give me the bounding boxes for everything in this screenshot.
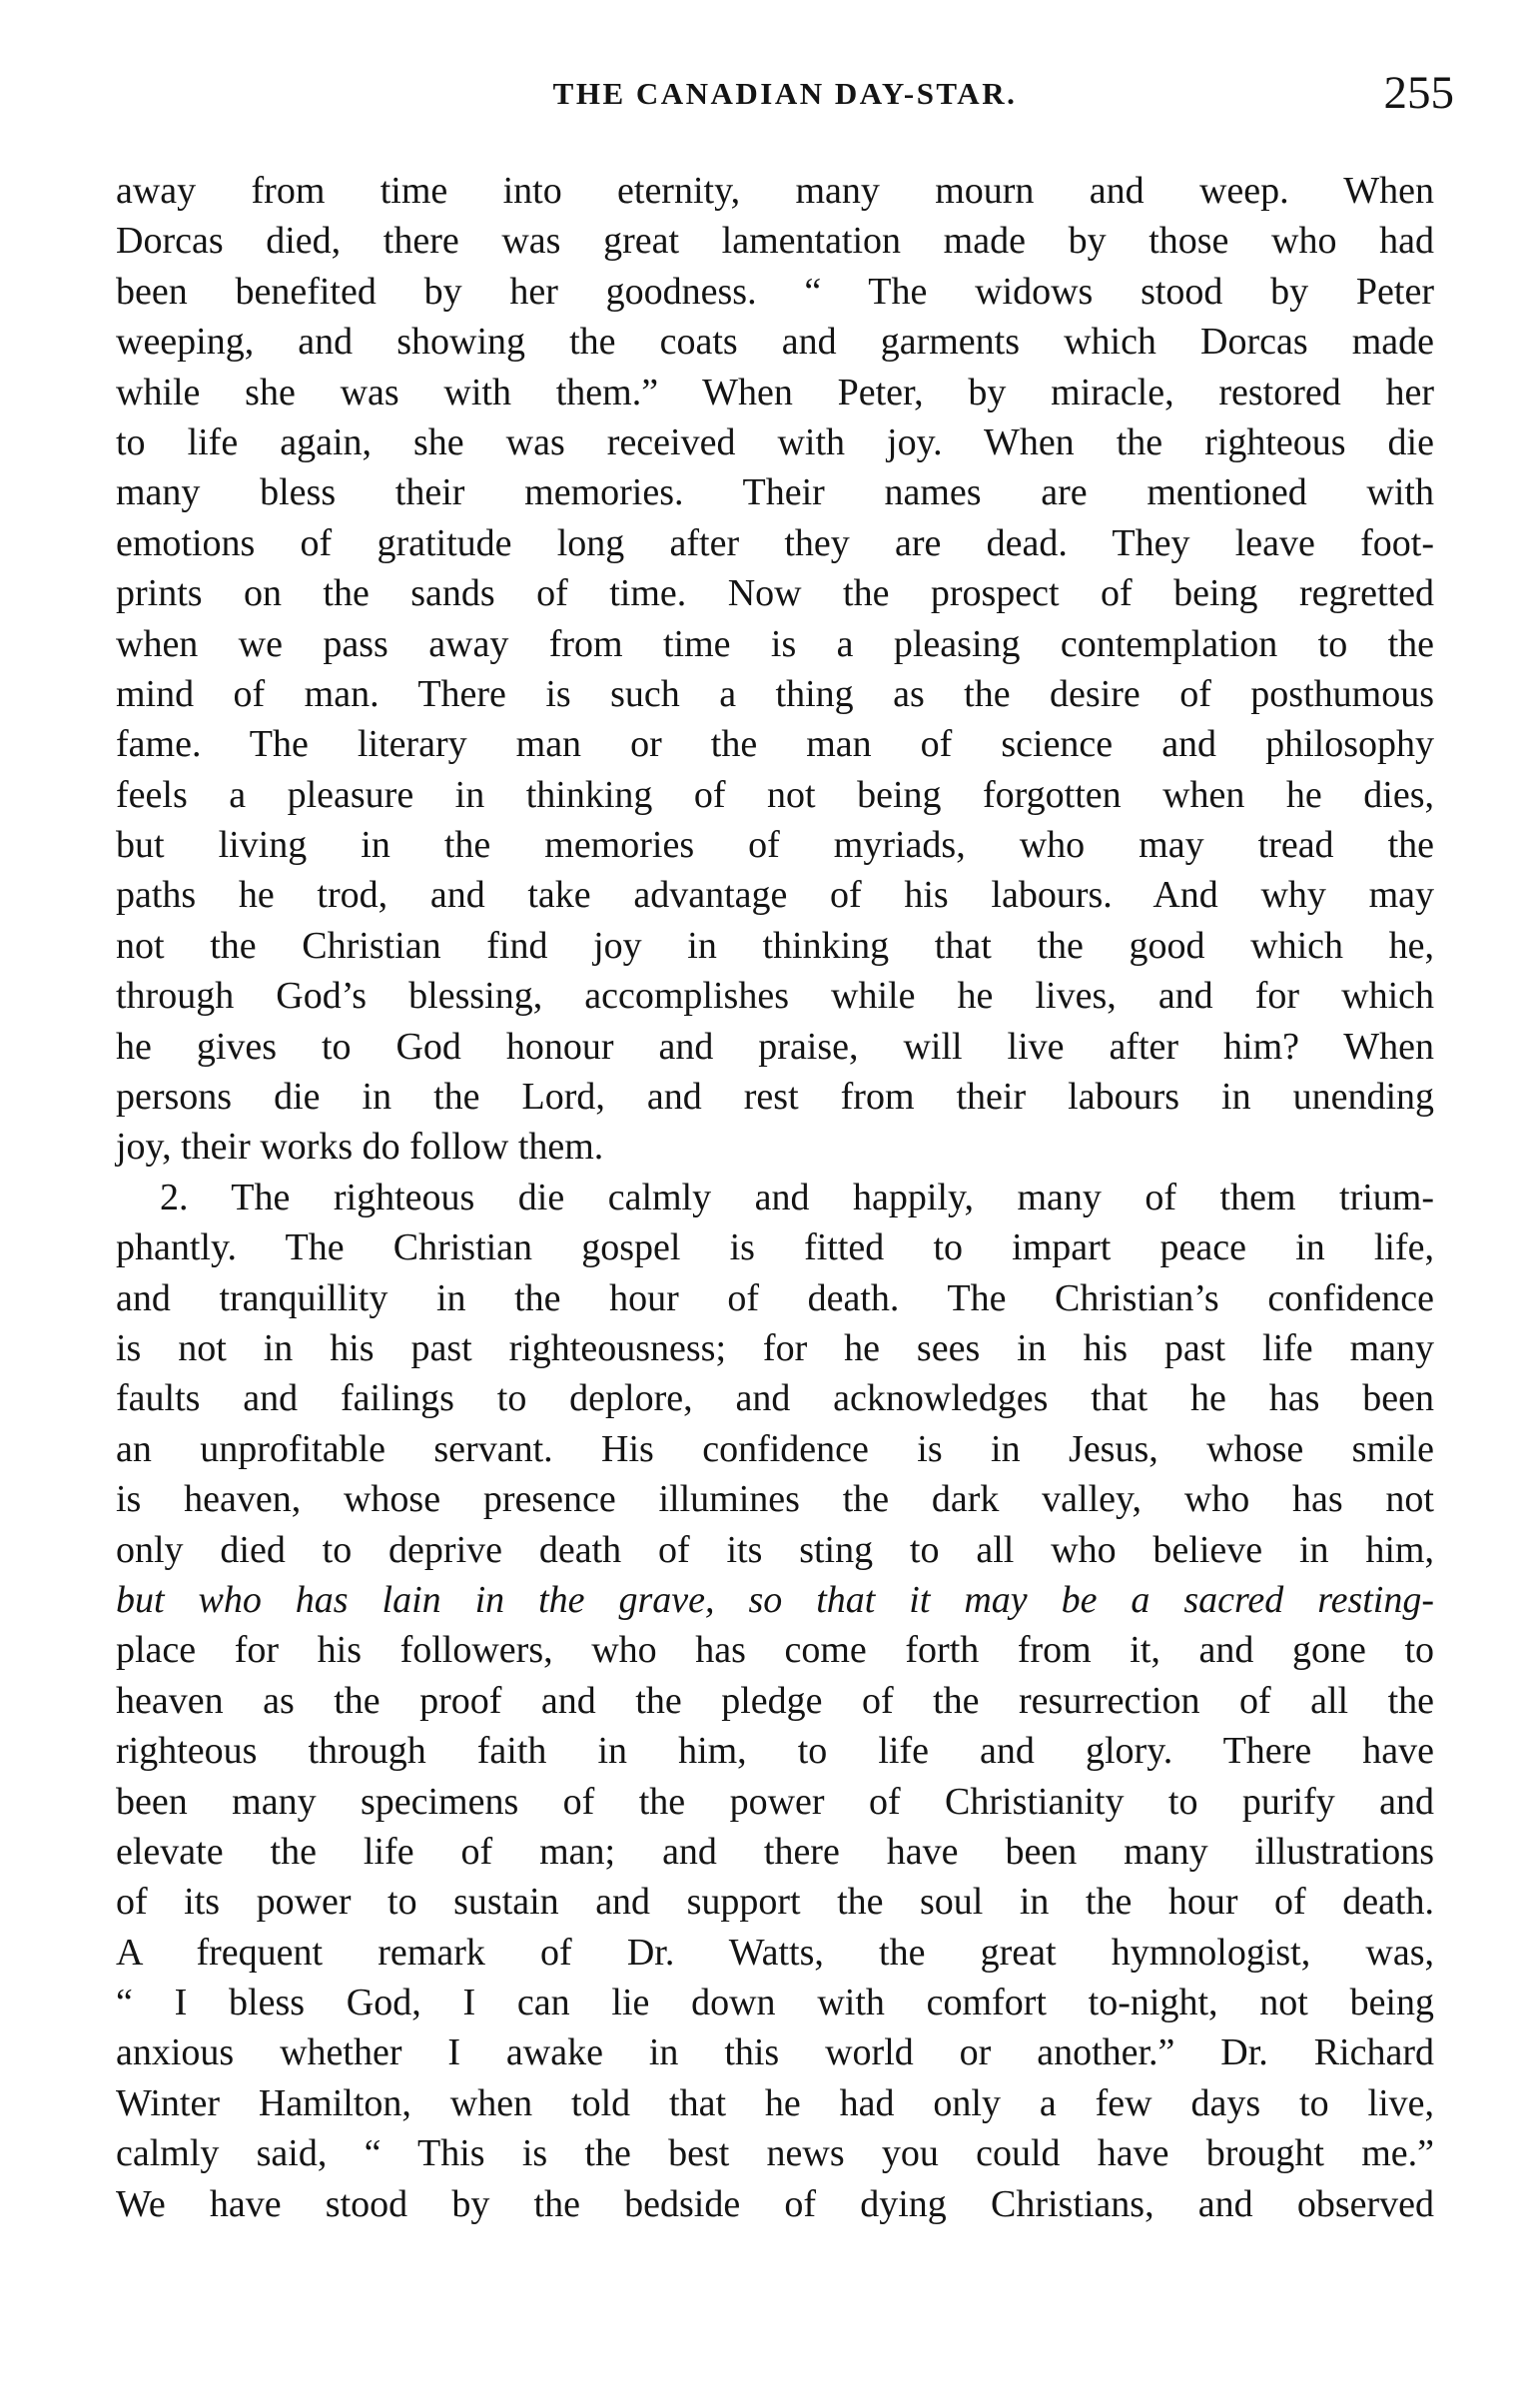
text-line: fame. The literary man or the man of science and philosophy	[116, 723, 1434, 766]
text-line: heaven as the proof and the pledge of the resurrection of all the	[116, 1679, 1434, 1722]
text-line: through God’s blessing, accomplishes while he lives, and for which	[116, 975, 1434, 1018]
text-line: Dorcas died, there was great lamentation made by those who had	[116, 220, 1434, 263]
text-line: been benefited by her goodness. “ The widows stood by Peter	[116, 270, 1434, 313]
text-line: when we pass away from time is a pleasing contemplation to the	[116, 622, 1434, 665]
text-line: weeping, and showing the coats and garments which Dorcas made	[116, 321, 1434, 364]
text-line: many bless their memories. Their names are mentioned with	[116, 471, 1434, 514]
text-line: not the Christian find joy in thinking that the good which he,	[116, 924, 1434, 967]
text-line: phantly. The Christian gospel is fitted to impart peace in life,	[116, 1226, 1434, 1269]
text-line: We have stood by the bedside of dying Christians, and observed	[116, 2182, 1434, 2225]
body-text	[116, 166, 1434, 2229]
text-line: is not in his past righteousness; for he sees in his past life many	[116, 1326, 1434, 1369]
text-line: righteous through faith in him, to life and glory. There have	[116, 1730, 1434, 1773]
text-line: only died to deprive death of its sting to all who believe in him,	[116, 1528, 1434, 1571]
numbered-paragraph-start: 2. The righteous die calmly and happily, many of them trium-	[160, 1176, 1434, 1218]
text-line: place for his followers, who has come forth from it, and gone to	[116, 1629, 1434, 1672]
text-line: paths he trod, and take advantage of his labours. And why may	[116, 874, 1434, 917]
running-title: THE CANADIAN DAY-STAR.	[552, 76, 1018, 111]
text-line: is heaven, whose presence illumines the dark valley, who has not	[116, 1478, 1434, 1521]
text-line: feels a pleasure in thinking of not being forgotten when he dies,	[116, 773, 1434, 816]
text-line: to life again, she was received with joy. When the righteous die	[116, 420, 1434, 463]
text-line: while she was with them.” When Peter, by miracle, restored her	[116, 371, 1434, 413]
text-line: elevate the life of man; and there have been many illustrations	[116, 1830, 1434, 1873]
text-line: persons die in the Lord, and rest from their labours in unending	[116, 1076, 1434, 1119]
text-line: Winter Hamilton, when told that he had only a few days to live,	[116, 2081, 1434, 2124]
running-head	[116, 66, 1454, 126]
text-line: away from time into eternity, many mourn and weep. When	[116, 170, 1434, 212]
text-line: A frequent remark of Dr. Watts, the great hymnologist, was,	[116, 1931, 1434, 1974]
text-line: but living in the memories of myriads, who may tread the	[116, 824, 1434, 867]
page-number: 255	[1383, 67, 1454, 119]
text-line: and tranquillity in the hour of death. The Christian’s confidence	[116, 1276, 1434, 1319]
text-line: faults and failings to deplore, and acknowledges that he has been	[116, 1377, 1434, 1420]
text-line: anxious whether I awake in this world or another.” Dr. Richard	[116, 2031, 1434, 2074]
text-line: of its power to sustain and support the soul in the hour of death.	[116, 1881, 1434, 1924]
text-line: he gives to God honour and praise, will live after him? When	[116, 1025, 1434, 1068]
text-line: mind of man. There is such a thing as the desire of posthumous	[116, 672, 1434, 715]
text-line: calmly said, “ This is the best news you could have brought me.”	[116, 2132, 1434, 2175]
paragraph-end-line: joy, their works do follow them.	[116, 1126, 604, 1169]
text-line: prints on the sands of time. Now the prospect of being regretted	[116, 572, 1434, 615]
text-line: “ I bless God, I can lie down with comfort to-night, not being	[116, 1982, 1434, 2024]
text-line: an unprofitable servant. His confidence is in Jesus, whose smile	[116, 1427, 1434, 1470]
italic-text-line: but who has lain in the grave, so that it may be a sacred resting-	[116, 1578, 1434, 1621]
text-line: been many specimens of the power of Christianity to purify and	[116, 1780, 1434, 1823]
text-line: emotions of gratitude long after they are dead. They leave foot-	[116, 521, 1434, 564]
